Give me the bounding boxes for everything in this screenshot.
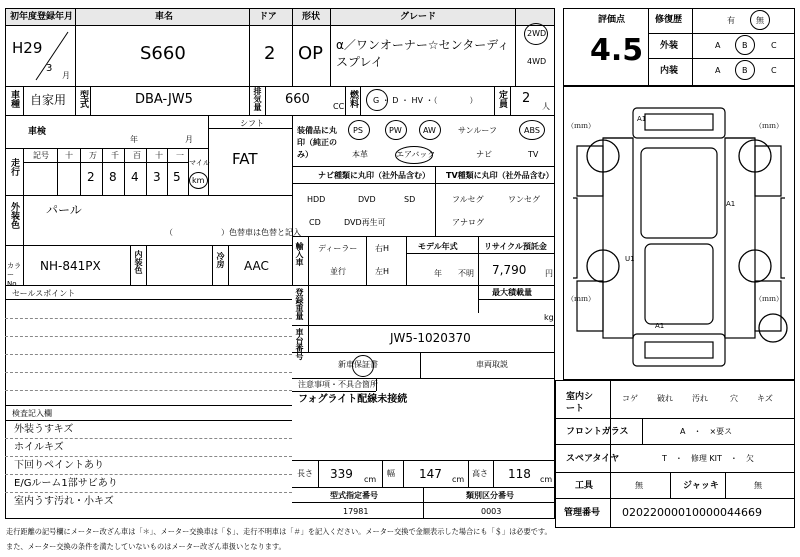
recycle-label: リサイクル預託金 [484, 242, 547, 251]
tv-oneseg: ワンセグ [508, 195, 540, 204]
car-diagram-drawing [563, 86, 795, 380]
cc-unit: CC [333, 102, 345, 111]
mile-unit: マイル [189, 159, 210, 167]
jack-label: ジャッキ [683, 481, 719, 491]
km-unit: km [192, 176, 205, 185]
spare-label: スペアタイヤ [566, 454, 620, 464]
color-value: パール [46, 203, 82, 217]
disp-label: 排気量 [253, 87, 262, 111]
class-value: 0003 [481, 507, 502, 516]
tv-analog: アナログ [452, 218, 484, 227]
grade-label: グレード [400, 12, 437, 22]
spec-label: 型式指定番号 [330, 491, 378, 500]
cap-unit: 人 [542, 102, 550, 111]
repair-label: 修復歴 [655, 15, 683, 25]
usage-label: 車種 [9, 90, 19, 108]
repair-yes: 有 [727, 16, 735, 25]
import-left-h: 左H [375, 267, 390, 276]
grade-value: α／ワンオーナー☆センターディスプレイ [336, 38, 510, 69]
manual: 車両取説 [476, 360, 508, 369]
color-note: （ ）色替車は色替と記入 [165, 228, 301, 237]
footer-line1: 走行距離の記号欄にメーター改ざん車は「＊」、メーター交換車は「＄」、走行不明車は「＃」を記入ください。メーター交換で金額表示した場合にも「＄」は必要です。 [6, 527, 552, 536]
drive-4wd: 4WD [527, 57, 547, 66]
spec-value: 17981 [343, 507, 369, 516]
model-value: S660 [140, 43, 186, 64]
shaken-month: 月 [185, 135, 193, 144]
mileage-label: 走行 [9, 158, 19, 176]
height-value: 118 [508, 467, 531, 481]
doors-label: ドア [259, 12, 277, 22]
usage-value: 自家用 [30, 93, 67, 107]
first-reg-month-unit: 月 [62, 71, 70, 80]
equip-navi: ナビ [476, 150, 492, 159]
ac-label: 冷房 [216, 252, 225, 268]
equip-abs: ABS [524, 126, 540, 135]
equip-leather: 本革 [352, 150, 368, 159]
digit-3: 4 [131, 170, 139, 184]
model-label: 車名 [155, 12, 174, 22]
interior-label: 内装 [660, 66, 679, 76]
color-label: 外装色 [9, 202, 19, 229]
tv-fullseg: フルセグ [452, 195, 484, 204]
import-label: 輸入車 [295, 242, 304, 266]
mark-mm-1: （ｍｍ） [567, 122, 595, 130]
length-label: 長さ [297, 469, 313, 478]
int-sheet-0: コゲ [622, 394, 638, 403]
type-value: DBA-JW5 [135, 92, 193, 107]
chassis-value: JW5-1020370 [390, 331, 471, 345]
digit-h0: 十 [65, 151, 73, 160]
insp-note-4: 室内うす汚れ・小キズ [14, 496, 114, 507]
model-year-yr: 年 [434, 269, 442, 278]
repair-no: 無 [756, 16, 764, 25]
nav-cd: CD [309, 218, 321, 227]
mark-mm-2: （ｍｍ） [755, 122, 783, 130]
notes-label: 注意事項・不具合箇所 [298, 380, 378, 389]
mgmt-value: 02022000010000044669 [622, 506, 762, 519]
first-reg-slash [32, 30, 72, 82]
footer-line2: また、メーター交換の条件を満たしていないものはメーター改ざん車扱いとなります。 [6, 542, 286, 551]
insp-note-1: ホイルキズ [14, 442, 64, 453]
digit-h2: 千 [111, 151, 119, 160]
nav-label: ナビ種類に丸印（社外品含む） [318, 171, 430, 180]
int-c: C [771, 66, 777, 75]
model-year-unknown: 不明 [458, 269, 474, 278]
digit-5: 5 [173, 170, 181, 184]
windshield-label: フロントガラス [566, 427, 629, 437]
int-sheet-4: キズ [757, 394, 773, 403]
cap-label: 定員 [497, 90, 507, 108]
mark-mm-4: （ｍｍ） [755, 295, 783, 303]
type-label: 型式 [78, 90, 88, 108]
mark-label: 記号 [33, 151, 49, 160]
color-code: NH-841PX [40, 259, 101, 273]
height-cm: cm [540, 475, 553, 484]
digit-4: 3 [153, 170, 161, 184]
int-sheet-1: 破れ [657, 394, 673, 403]
import-dealer: ディーラー [318, 244, 358, 253]
recycle-yen: 円 [545, 269, 553, 278]
insp-note-0: 外装うすキズ [14, 424, 74, 435]
tools-value: 無 [635, 481, 643, 490]
ext-a: A [715, 41, 721, 50]
equip-aw: AW [423, 126, 436, 135]
equipment-label: 装備品に丸印（純正のみ） [297, 126, 337, 159]
shape-value: OP [298, 43, 324, 64]
shaken-label: 車検 [28, 127, 47, 137]
shift-value: FAT [232, 150, 258, 168]
tools-label: 工具 [575, 481, 594, 491]
digit-h1: 万 [89, 151, 97, 160]
model-year-label: モデル年式 [418, 242, 458, 251]
equip-pw: PW [389, 126, 402, 135]
equip-ps: PS [353, 126, 363, 135]
new-car-warranty: 新車保証書 [338, 360, 378, 369]
int-color-label: 内装色 [134, 250, 143, 274]
kg-unit: kg [544, 313, 554, 322]
color-code-label: カラーNo. [7, 262, 21, 288]
cap-value: 2 [522, 91, 531, 106]
recycle-value: 7,790 [492, 263, 527, 277]
header-row [5, 8, 555, 26]
digit-h4: 十 [155, 151, 163, 160]
int-sheet-3: 穴 [730, 394, 738, 403]
weight-label: 登録重量 [295, 288, 304, 320]
class-label: 類別区分番号 [466, 491, 514, 500]
ext-b: B [742, 41, 748, 50]
mark-u1: U1 [625, 255, 635, 263]
equip-sunroof: サンルーフ [458, 126, 497, 135]
length-cm: cm [364, 475, 377, 484]
ext-c: C [771, 41, 777, 50]
digit-1: 2 [87, 170, 95, 184]
import-parallel: 並行 [330, 267, 346, 276]
digit-h3: 百 [133, 151, 141, 160]
width-value: 147 [419, 467, 442, 481]
first-reg-era: H29 [12, 39, 43, 57]
int-sheet-2: 汚れ [692, 394, 708, 403]
shift-label: シフト [240, 119, 264, 128]
sales-point-label: セールスポイント [12, 289, 76, 298]
mark-a1-front: A1 [637, 115, 647, 123]
import-right-h: 右H [375, 244, 390, 253]
nav-dvd: DVD [358, 195, 376, 204]
mark-mm-3: （ｍｍ） [567, 295, 595, 303]
drive-2wd: 2WD [527, 29, 547, 38]
ac-value: AAC [244, 259, 269, 273]
equip-airbag: エアバック [396, 150, 436, 159]
nav-dvd-play: DVD再生可 [344, 218, 386, 227]
insp-notes-label: 検査記入欄 [12, 409, 52, 418]
mark-a1-side: A1 [726, 200, 736, 208]
digit-h5: 一 [176, 151, 184, 160]
spare-value: T ・ 修理 KIT ・ 欠 [662, 454, 754, 463]
fuel-options: G ・ D ・ HV ・（ ） [373, 96, 478, 105]
tv-label: TV種類に丸印（社外品含む） [446, 171, 554, 180]
equip-tv: TV [528, 150, 539, 159]
length-value: 339 [330, 467, 353, 481]
doors-value: 2 [264, 43, 276, 64]
width-cm: cm [452, 475, 465, 484]
score-value: 4.5 [590, 33, 644, 68]
width-label: 幅 [387, 469, 395, 478]
shape-label: 形状 [302, 12, 321, 22]
nav-sd: SD [404, 195, 416, 204]
notes-value: フォグライト配線未接続 [298, 394, 408, 405]
disp-value: 660 [285, 92, 310, 107]
int-sheet-label: 室内シート [566, 392, 594, 414]
fuel-label: 燃料 [348, 90, 358, 108]
digit-2: 8 [109, 170, 117, 184]
jack-value: 無 [754, 481, 762, 490]
score-label: 評価点 [598, 15, 626, 25]
max-load-label: 最大積載量 [492, 288, 532, 297]
first-reg-label: 初年度登録年月 [10, 12, 74, 22]
insp-note-2: 下回りペイントあり [14, 460, 104, 471]
first-reg-month: 3 [46, 63, 53, 74]
int-b: B [742, 66, 748, 75]
int-a: A [715, 66, 721, 75]
chassis-label: 車台番号 [295, 328, 304, 360]
windshield-value: A ・ ×要ス [680, 427, 733, 436]
mgmt-label: 管理番号 [564, 508, 601, 518]
mark-a1-rear: A1 [655, 322, 665, 330]
insp-note-3: E/Gルーム1部サビあり [14, 478, 118, 489]
height-label: 高さ [472, 469, 488, 478]
exterior-label: 外装 [660, 41, 679, 51]
nav-hdd: HDD [307, 195, 326, 204]
shaken-year: 年 [130, 135, 138, 144]
